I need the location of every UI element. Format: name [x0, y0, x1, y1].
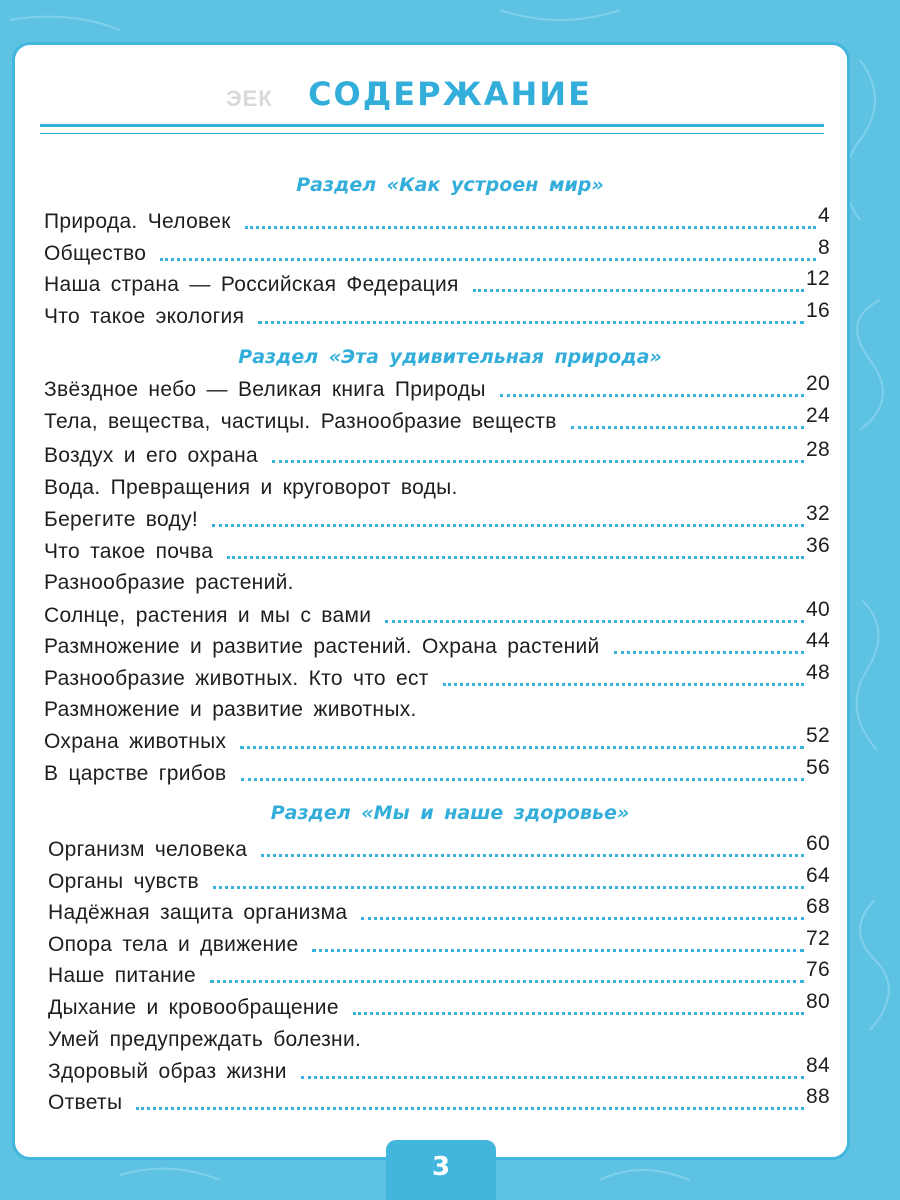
toc-entry[interactable] — [48, 925, 830, 957]
dot-leader — [213, 886, 804, 889]
entry-title: Наше питание — [48, 964, 196, 987]
toc-entry[interactable] — [48, 1083, 830, 1115]
dot-leader — [443, 683, 804, 686]
toc-entry[interactable] — [44, 596, 830, 628]
entry-title: Солнце, растения и мы с вами — [44, 604, 372, 627]
toc-entry[interactable] — [44, 532, 830, 564]
entry-title: Вода. Превращения и круговорот воды. — [44, 476, 458, 499]
dot-leader — [272, 460, 804, 463]
entry-page: 64 — [806, 864, 830, 887]
toc-entry[interactable] — [44, 659, 830, 691]
dot-leader — [261, 854, 804, 857]
section-heading-1: Раздел «Как устроен мир» — [296, 174, 604, 196]
dot-leader — [160, 258, 816, 261]
ghost-text: ЭЕК — [226, 86, 273, 111]
entry-title: Разнообразие растений. — [44, 571, 294, 594]
toc-entry[interactable] — [48, 988, 830, 1020]
entry-page: 60 — [806, 832, 830, 855]
entry-page: 76 — [806, 958, 830, 981]
entry-page: 40 — [806, 598, 830, 621]
entry-page: 88 — [806, 1085, 830, 1108]
entry-title: Общество — [44, 242, 147, 265]
toc-entry[interactable] — [44, 297, 830, 329]
toc-entry[interactable] — [44, 265, 830, 297]
entry-page: 4 — [818, 204, 830, 227]
dot-leader — [312, 949, 804, 952]
toc-entry[interactable] — [44, 402, 830, 434]
dot-leader — [473, 289, 804, 292]
title-rule — [40, 124, 824, 127]
section-heading-2: Раздел «Эта удивительная природа» — [238, 346, 662, 368]
entry-title: Надёжная защита организма — [48, 901, 348, 924]
entry-page: 68 — [806, 895, 830, 918]
entry-page: 44 — [806, 629, 830, 652]
toc-entry[interactable] — [48, 1052, 830, 1084]
entry-page: 32 — [806, 502, 830, 525]
entry-title: Воздух и его охрана — [44, 444, 258, 467]
entry-title: Что такое почва — [44, 540, 214, 563]
entry-title: Организм человека — [48, 838, 248, 861]
entry-page: 48 — [806, 661, 830, 684]
dot-leader — [353, 1012, 804, 1015]
entry-title: Природа. Человек — [44, 210, 231, 233]
entry-page: 36 — [806, 534, 830, 557]
dot-leader — [245, 226, 816, 229]
dot-leader — [614, 651, 804, 654]
toc-entry[interactable] — [44, 370, 830, 402]
entry-title: Дыхание и кровообращение — [48, 996, 339, 1019]
entry-title: Разнообразие животных. Кто что ест — [44, 667, 429, 690]
entry-title: Здоровый образ жизни — [48, 1060, 287, 1083]
toc-entry[interactable] — [48, 862, 830, 894]
dot-leader — [210, 980, 804, 983]
entry-title: Ответы — [48, 1091, 123, 1114]
entry-title: Тела, вещества, частицы. Разнообразие веществ — [44, 410, 557, 433]
toc-entry[interactable] — [44, 468, 830, 500]
dot-leader — [500, 394, 804, 397]
toc-entry[interactable] — [44, 500, 830, 532]
toc-entry[interactable] — [48, 956, 830, 988]
toc-entry[interactable] — [44, 202, 830, 234]
entry-title: Наша страна — Российская Федерация — [44, 273, 459, 296]
dot-leader — [571, 426, 804, 429]
toc-entry[interactable] — [44, 754, 830, 786]
entry-title: Размножение и развитие растений. Охрана растений — [44, 635, 600, 658]
entry-page: 56 — [806, 756, 830, 779]
entry-title: Охрана животных — [44, 730, 227, 753]
dot-leader — [361, 917, 804, 920]
entry-title: Размножение и развитие животных. — [44, 698, 417, 721]
entry-page: 84 — [806, 1054, 830, 1077]
entry-title: Берегите воду! — [44, 508, 199, 531]
toc-entry[interactable] — [44, 690, 830, 722]
entry-page: 20 — [806, 372, 830, 395]
entry-page: 24 — [806, 404, 830, 427]
entry-title: Умей предупреждать болезни. — [48, 1028, 362, 1051]
toc-entry[interactable] — [48, 830, 830, 862]
entry-title: Органы чувств — [48, 870, 199, 893]
dot-leader — [227, 556, 804, 559]
dot-leader — [212, 524, 804, 527]
dot-leader — [136, 1107, 804, 1110]
toc-entry[interactable] — [44, 627, 830, 659]
entry-title: Звёздное небо — Великая книга Природы — [44, 378, 486, 401]
toc-entry[interactable] — [44, 436, 830, 468]
entry-page: 16 — [806, 299, 830, 322]
toc-entry[interactable] — [48, 893, 830, 925]
title-rule-thin — [40, 133, 824, 134]
entry-page: 52 — [806, 724, 830, 747]
dot-leader — [258, 321, 804, 324]
entry-page: 8 — [818, 236, 830, 259]
section-heading-3: Раздел «Мы и наше здоровье» — [270, 802, 630, 824]
toc-entry[interactable] — [44, 563, 830, 595]
dot-leader — [240, 746, 804, 749]
entry-page: 12 — [806, 267, 830, 290]
toc-entry[interactable] — [44, 234, 830, 266]
entry-page: 28 — [806, 438, 830, 461]
entry-page: 72 — [806, 927, 830, 950]
dot-leader — [241, 778, 805, 781]
entry-title: Опора тела и движение — [48, 933, 299, 956]
page-title: СОДЕРЖАНИЕ — [308, 75, 592, 113]
dot-leader — [301, 1076, 804, 1079]
page-number-tab: 3 — [386, 1140, 496, 1200]
toc-entry[interactable] — [48, 1020, 830, 1052]
dot-leader — [385, 620, 804, 623]
entry-title: Что такое экология — [44, 305, 245, 328]
toc-entry[interactable] — [44, 722, 830, 754]
entry-page: 80 — [806, 990, 830, 1013]
entry-title: В царстве грибов — [44, 762, 227, 785]
